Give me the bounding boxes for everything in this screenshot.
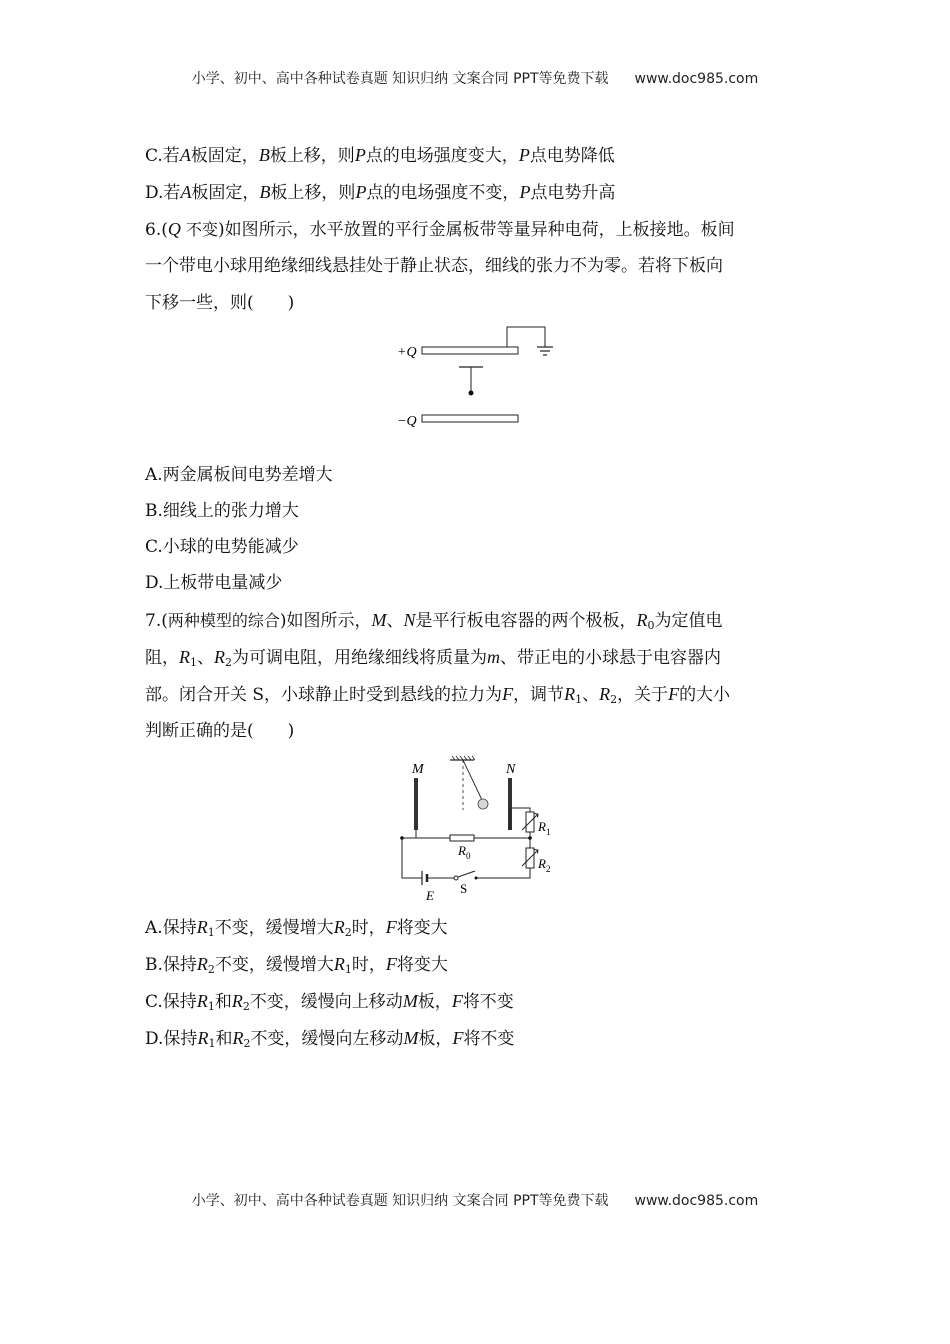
q6-option-b: B.细线上的张力增大 [145,501,299,521]
q6-top-plate [422,347,518,354]
q7-switch [454,876,458,880]
q5-option-d: D.若A板固定，B板上移，则P点的电场强度不变，P点电势升高 [145,182,616,203]
q7-option-a: A.保持$R_1$不变，缓慢增大$R_2$时，F将变大 [145,917,448,939]
q6-stem-line2: 一个带电小球用绝缘细线悬挂处于静止状态，细线的张力不为零。若将下板向 [145,256,723,276]
q6-ball [469,391,474,396]
page-header [0,68,950,88]
q7-option-d: D.保持$R_1$和$R_2$不变，缓慢向左移动M板，F将不变 [145,1028,515,1050]
q7-label-S: S [460,881,468,896]
q6-ground-wire [507,327,545,347]
q7-stem-line1: 7.(两种模型的综合)如图所示，M、N是平行板电容器的两个极板，$R_0$为定值电 [145,610,723,632]
q7-stem-line3: 部。闭合开关 S，小球静止时受到悬线的拉力为F，调节$R_1$、$R_2$，关于F的大小 [145,684,731,706]
q6-stem-line3: 下移一些，则( ) [145,293,295,313]
q6-option-a: A.两金属板间电势差增大 [145,465,333,485]
q6-top-plate-label: +Q [397,345,417,360]
q6-bottom-plate [422,415,518,422]
q6-stem-line1: 6.(Q 不变)如图所示，水平放置的平行金属板带等量异种电荷，上板接地。板间 [145,219,735,240]
q6-option-c: C.小球的电势能减少 [145,537,299,557]
q6-option-d: D.上板带电量减少 [145,573,283,593]
q7-label-R2: $R_2$ [538,856,551,874]
q7-option-c: C.保持$R_1$和$R_2$不变，缓慢向上移动M板，F将不变 [145,991,514,1013]
header-site: www.doc985.com [634,71,759,87]
q5-option-c: C.若A板固定，B板上移，则P点的电场强度变大，P点电势降低 [145,145,615,166]
q7-thread [463,760,482,800]
q7-label-E: E [426,888,434,903]
header-text: 小学、初中、高中各种试卷真题 知识归纳 文案合同 PPT等免费下载 [191,71,609,87]
q7-stem-line2: 阻，$R_1$、$R_2$为可调电阻，用绝缘细线将质量为m、带正电的小球悬于电容器内 [145,647,721,669]
q6-capacitor-figure [385,320,565,435]
q7-ball [478,799,488,809]
q7-circuit-figure [390,752,570,904]
q7-option-b: B.保持$R_2$不变，缓慢增大$R_1$时，F将变大 [145,954,448,976]
q7-label-R0: $R_0$ [458,843,471,861]
q7-label-R1: $R_1$ [538,819,551,837]
footer-text: 小学、初中、高中各种试卷真题 知识归纳 文案合同 PPT等免费下载 [191,1193,609,1209]
footer-site: www.doc985.com [634,1193,759,1209]
q7-label-N: N [506,762,516,777]
q7-label-M: M [412,762,424,777]
q6-bottom-plate-label: −Q [397,414,417,429]
q7-resistor-R0 [450,835,474,841]
q7-plate-M [414,778,418,830]
page-footer [0,1190,950,1210]
q7-stem-line4: 判断正确的是( ) [145,721,295,741]
